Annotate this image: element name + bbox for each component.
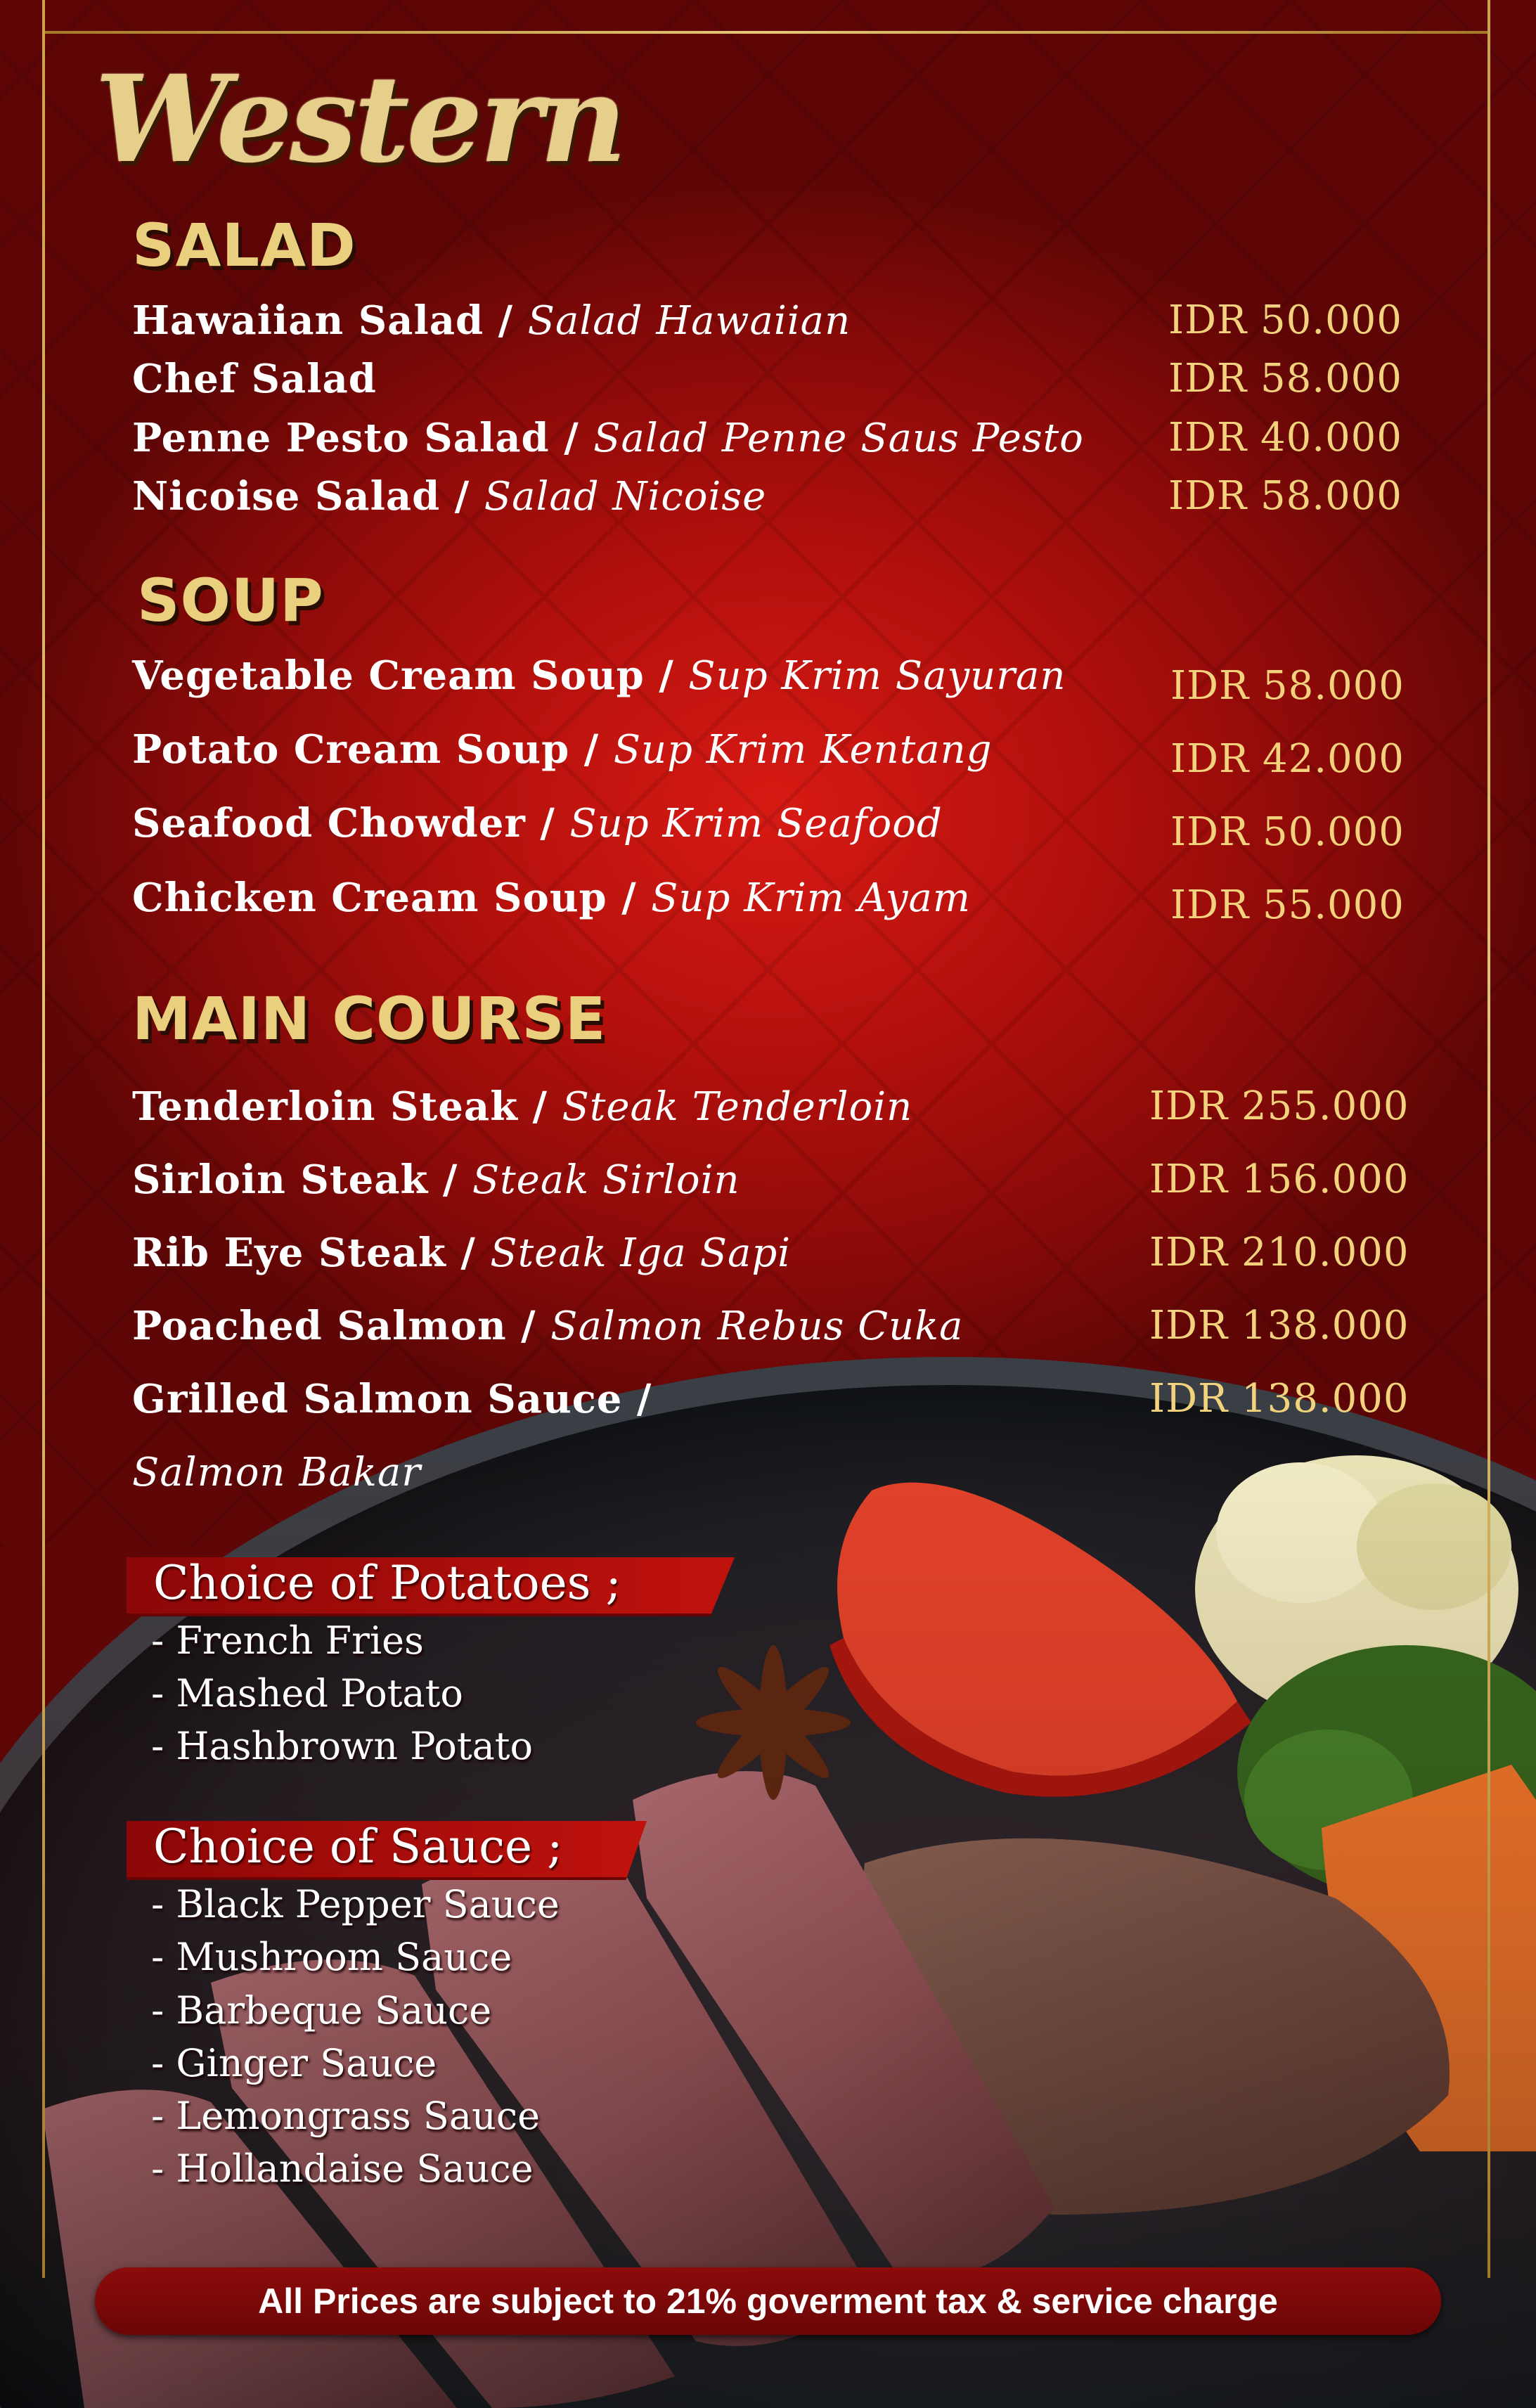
- menu-item: Penne Pesto Salad / Salad Penne Saus Pesto: [132, 415, 1084, 461]
- sauce-option: - Black Pepper Sauce: [151, 1882, 560, 1926]
- menu-item-price: IDR 58.000: [1168, 473, 1402, 519]
- menu-item: Rib Eye Steak / Steak Iga Sapi: [132, 1230, 792, 1276]
- menu-item-price: IDR 50.000: [1170, 809, 1405, 855]
- menu-item: Tenderloin Steak / Steak Tenderloin: [132, 1083, 913, 1130]
- menu-item: Sirloin Steak / Steak Sirloin: [132, 1157, 740, 1203]
- menu-item-alt-line: Salmon Bakar: [132, 1450, 421, 1495]
- menu-item-price: IDR 156.000: [1149, 1157, 1409, 1202]
- menu-item-price: IDR 42.000: [1170, 736, 1405, 782]
- tax-notice-banner: [95, 2267, 1441, 2335]
- menu-item-price: IDR 210.000: [1149, 1230, 1409, 1275]
- sauce-option: - Lemongrass Sauce: [151, 2094, 541, 2138]
- menu-item: Seafood Chowder / Sup Krim Seafood: [132, 800, 943, 846]
- menu-item: Poached Salmon / Salmon Rebus Cuka: [132, 1303, 964, 1349]
- menu-item: Hawaiian Salad / Salad Hawaiian: [132, 297, 851, 344]
- sauce-option: - Mushroom Sauce: [151, 1935, 512, 1979]
- potato-option: - Mashed Potato: [151, 1671, 463, 1715]
- menu-item: Vegetable Cream Soup / Sup Krim Sayuran: [132, 652, 1066, 699]
- potato-option: - French Fries: [151, 1618, 424, 1663]
- menu-item: Nicoise Salad / Salad Nicoise: [132, 473, 767, 520]
- menu-item-price: IDR 255.000: [1149, 1083, 1409, 1129]
- menu-item: Chicken Cream Soup / Sup Krim Ayam: [132, 875, 971, 921]
- menu-item-price: IDR 55.000: [1170, 882, 1405, 928]
- frame-right-line: [1487, 0, 1490, 2278]
- menu-item-price: IDR 58.000: [1168, 356, 1402, 401]
- potato-option: - Hashbrown Potato: [151, 1724, 534, 1768]
- sauce-option: - Hollandaise Sauce: [151, 2146, 534, 2191]
- frame-left-line: [42, 0, 45, 2278]
- section-heading-salad: SALAD: [132, 211, 356, 280]
- section-heading-main-course: MAIN COURSE: [132, 984, 607, 1053]
- menu-title: Western: [95, 49, 624, 190]
- section-heading-soup: SOUP: [137, 566, 324, 635]
- menu-item-price: IDR 40.000: [1168, 415, 1402, 461]
- menu-item-price: IDR 58.000: [1170, 663, 1405, 709]
- sauce-heading: Choice of Sauce ;: [153, 1820, 563, 1874]
- menu-item: Chef Salad: [132, 356, 377, 402]
- potatoes-heading: Choice of Potatoes ;: [153, 1556, 621, 1610]
- frame-top-line: [42, 31, 1490, 34]
- tax-notice-text: All Prices are subject to 21% goverment tax & service charge: [258, 2281, 1278, 2321]
- menu-item-price: IDR 138.000: [1149, 1376, 1409, 1422]
- menu-item-price: IDR 50.000: [1168, 297, 1402, 343]
- menu-item: Potato Cream Soup / Sup Krim Kentang: [132, 726, 993, 773]
- menu-item: Grilled Salmon Sauce /: [132, 1376, 652, 1422]
- sauce-option: - Ginger Sauce: [151, 2041, 437, 2085]
- menu-item-price: IDR 138.000: [1149, 1303, 1409, 1348]
- sauce-option: - Barbeque Sauce: [151, 1988, 492, 2033]
